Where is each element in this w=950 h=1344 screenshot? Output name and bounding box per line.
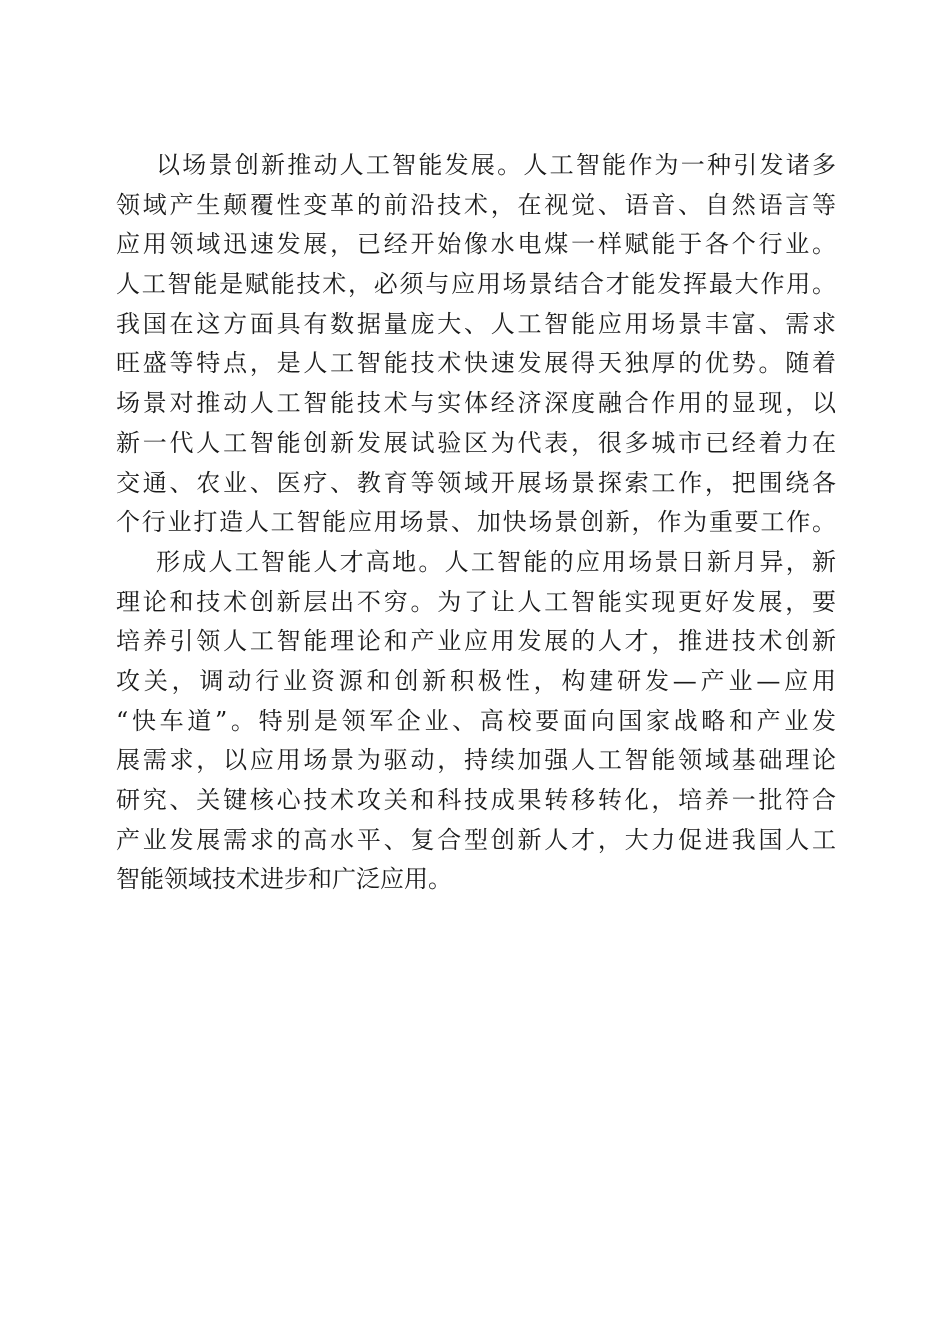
paragraph-line: 个行业打造人工智能应用场景、加快场景创新，作为重要工作。 (116, 508, 836, 537)
body-text (116, 146, 836, 900)
paragraph-line: 以场景创新推动人工智能发展。人工智能作为一种引发诸多 (156, 151, 836, 179)
paragraph-talent-highland (116, 543, 836, 900)
paragraph-line: 旺盛等特点，是人工智能技术快速发展得天独厚的优势。随着 (116, 349, 836, 378)
paragraph-line: 应用领域迅速发展，已经开始像水电煤一样赋能于各个行业。 (116, 230, 836, 259)
paragraph-line: 理论和技术创新层出不穷。为了让人工智能实现更好发展，要 (116, 587, 836, 616)
paragraph-line: “快车道”。特别是领军企业、高校要面向国家战略和产业发 (116, 706, 836, 735)
paragraph-line: 领域产生颠覆性变革的前沿技术，在视觉、语音、自然语言等 (116, 190, 836, 219)
paragraph-line: 研究、关键核心技术攻关和科技成果转移转化，培养一批符合 (116, 786, 836, 814)
paragraph-line: 培养引领人工智能理论和产业应用发展的人才，推进技术创新 (116, 627, 836, 656)
paragraph-line: 形成人工智能人才高地。人工智能的应用场景日新月异，新 (156, 547, 836, 576)
paragraph-line: 交通、农业、医疗、教育等领域开展场景探索工作，把围绕各 (116, 468, 836, 497)
paragraph-line: 人工智能是赋能技术，必须与应用场景结合才能发挥最大作用。 (116, 270, 836, 299)
paragraph-line: 展需求，以应用场景为驱动，持续加强人工智能领域基础理论 (116, 746, 836, 775)
paragraph-line: 场景对推动人工智能技术与实体经济深度融合作用的显现，以 (116, 389, 836, 418)
paragraph-line: 攻关，调动行业资源和创新积极性，构建研发—产业—应用 (116, 666, 836, 695)
paragraph-line: 我国在这方面具有数据量庞大、人工智能应用场景丰富、需求 (116, 309, 836, 338)
paragraph-line: 产业发展需求的高水平、复合型创新人才，大力促进我国人工 (116, 825, 836, 854)
paragraph-scene-innovation (116, 146, 836, 543)
paragraph-line: 新一代人工智能创新发展试验区为代表，很多城市已经着力在 (116, 428, 836, 457)
paragraph-line: 智能领域技术进步和广泛应用。 (116, 865, 452, 894)
